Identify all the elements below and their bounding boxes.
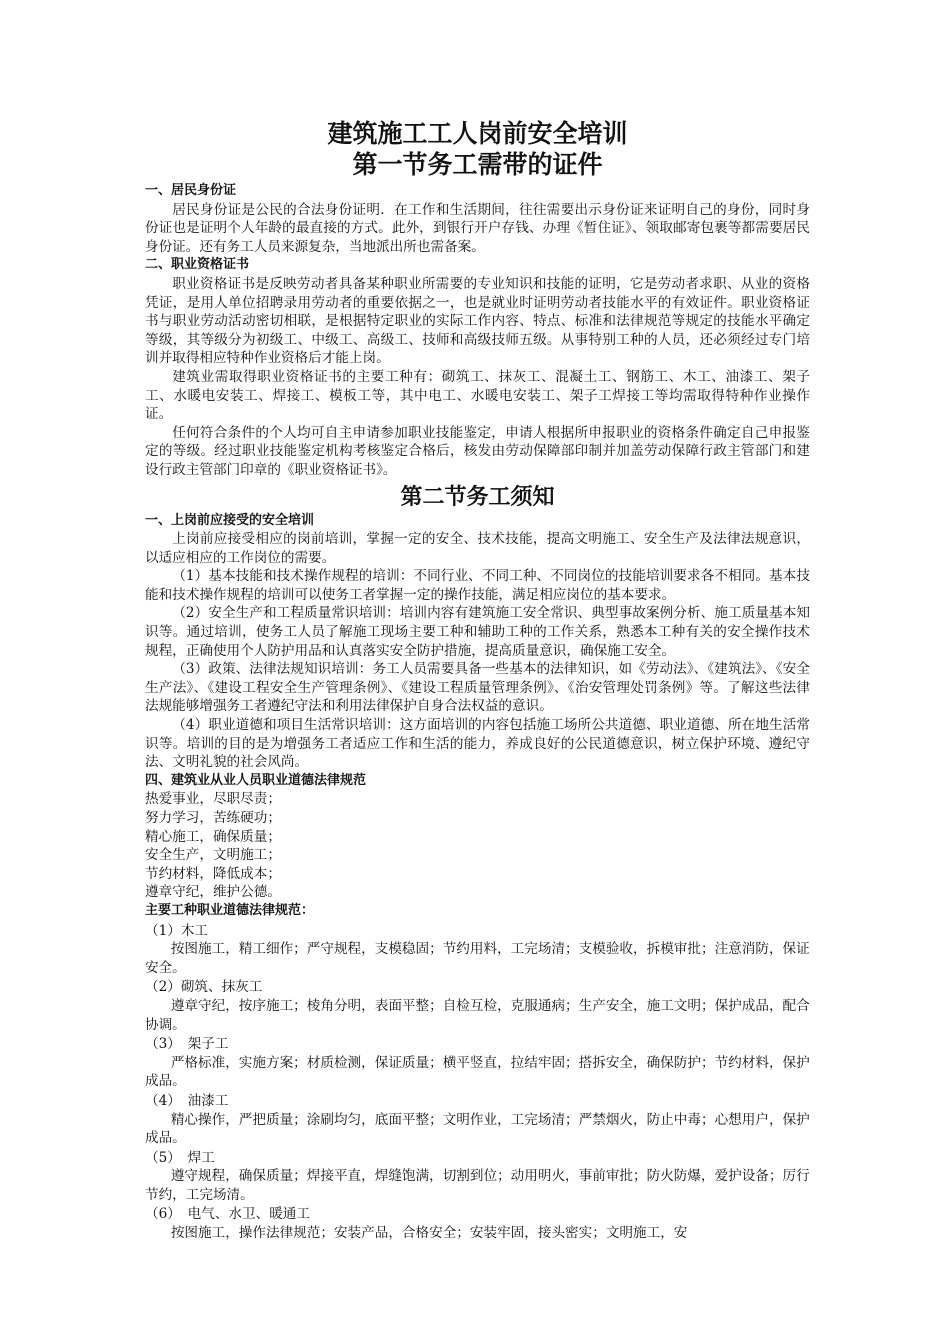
ethics-item: 热爱事业，尽职尽责； [145, 791, 281, 808]
heading-pre-job-training: 一、上岗前应接受的安全培训 [145, 512, 315, 528]
paragraph-training-intro: 上岗前应接受相应的岗前培训，掌握一定的安全、技术技能，提高文明施工、安全生产及法律法规意识，以适应相应的工作岗位的需要。 [145, 531, 810, 566]
heading-id-card: 一、居民身份证 [145, 183, 237, 198]
heading-ethics-norms: 四、建筑业从业人员职业道德法律规范 [145, 772, 367, 788]
paragraph-training-2: （2）安全生产和工程质量常识培训：培训内容有建筑施工安全常识、典型事故案例分析、施工质量基本知识等。通过培训，使务工人员了解施工现场主要工种和辅助工种的工作关系，熟悉本工种有关的安全操作技术规程，正确使用个人防护用品和认真落实安全防护措施，提高质量意识，确保施工安全。 [145, 605, 810, 659]
trade-label: （1）木工 [145, 922, 209, 939]
trade-label: （2）砌筑、抹灰工 [145, 979, 263, 996]
trade-label: （3） 架子工 [145, 1036, 229, 1053]
paragraph-trades-requiring-cert: 建筑业需取得职业资格证书的主要工种有：砌筑工、抹灰工、混凝土工、钢筋工、木工、油漆工、架子工、水暖电安装工、焊接工、模板工等，其中电工、水暖电安装工、架子工焊接工等均需取得特种作业操作证。 [145, 368, 810, 423]
paragraph-skill-appraisal: 任何符合条件的个人均可自主申请参加职业技能鉴定，申请人根据所申报职业的资格条件确定自己申报鉴定的等级。经过职业技能鉴定机构考核鉴定合格后，核发由劳动保障部印制并加盖劳动保障行政主管部门和建设行政主管部门印章的《职业资格证书》。 [145, 424, 810, 478]
paragraph-qualification-cert: 职业资格证书是反映劳动者具备某种职业所需要的专业知识和技能的证明，它是劳动者求职、从业的资格凭证，是用人单位招聘录用劳动者的重要依据之一，也是就业时证明劳动者技能水平的有效证件。职业资格证书与职业劳动活动密切相联，是根据特定职业的实际工作内容、特点、标准和法律规范等规定的技能水平确定等级，其等级分为初级工、中级工、高级工、技师和高级技师五级。从事特别工种的人员，还必须经过专门培训并取得相应特种作业资格后才能上岗。 [145, 275, 810, 367]
paragraph-training-1: （1）基本技能和技术操作规程的培训：不同行业、不同工种、不同岗位的技能培训要求各不相同。基本技能和技术操作规程的培训可以使务工者掌握一定的操作技能，满足相应岗位的基本要求。 [145, 568, 810, 603]
ethics-item: 安全生产，文明施工； [145, 847, 281, 864]
ethics-item: 遵章守纪，维护公德。 [145, 884, 281, 901]
trade-text: 精心操作，严把质量；涂刷均匀，底面平整；文明作业，工完场清；严禁烟火，防止中毒；心想用户，保护成品。 [145, 1111, 810, 1147]
heading-qualification-cert: 二、职业资格证书 [145, 257, 250, 273]
trade-label: （5） 焊工 [145, 1149, 215, 1166]
section-2-title: 第二节务工须知 [400, 483, 555, 510]
ethics-list [145, 790, 810, 902]
trade-text: 按图施工，精工细作；严守规程，支模稳固；节约用料，工完场清；支模验收，拆模审批；注意消防，保证安全。 [145, 941, 810, 976]
trade-text: 遵守规程，确保质量；焊接平直，焊缝饱满，切割到位；动用明火，事前审批；防火防爆，爱护设备；厉行节约，工完场清。 [145, 1168, 810, 1203]
ethics-item: 努力学习，苦练硬功； [145, 810, 281, 826]
ethics-item: 节约材料，降低成本； [145, 865, 281, 882]
trade-norms-list [145, 922, 810, 1243]
paragraph-training-3: （3）政策、法律法规知识培训：务工人员需要具备一些基本的法律知识，如《劳动法》、《建筑法》、《安全生产法》、《建设工程安全生产管理条例》、《建设工程质量管理条例》、《治安管理处罚条例》等。了解这些法律法规能够增强务工者遵纪守法和利用法律保护自身合法权益的意识。 [145, 661, 810, 715]
ethics-item: 精心施工，确保质量； [145, 828, 281, 845]
paragraph-id-card: 居民身份证是公民的合法身份证明．在工作和生活期间，往往需要出示身份证来证明自己的身份，同时身份证也是证明个人年龄的最直接的方式。此外，到银行开户存钱、办理《暂住证》、领取邮寄包裹等都需要居民身份证。还有务工人员来源复杂，当地派出所也需备案。 [145, 201, 810, 255]
document-title: 建筑施工工人岗前安全培训 [327, 119, 628, 148]
trade-text: 严格标准，实施方案；材质检测，保证质量；横平竖直，拉结牢固；搭拆安全，确保防护；节约材料，保护成品。 [145, 1054, 810, 1090]
trade-label: （4） 油漆工 [145, 1092, 229, 1109]
document-page [145, 118, 810, 1243]
trade-label: （6） 电气、水卫、暖通工 [145, 1206, 310, 1223]
section-1-title: 第一节务工需带的证件 [352, 150, 603, 179]
heading-trade-norms: 主要工种职业道德法律规范： [145, 902, 315, 918]
trade-text: 遵章守纪，按序施工；棱角分明，表面平整；自检互检，克服通病；生产安全，施工文明；保护成品，配合协调。 [145, 997, 810, 1033]
paragraph-training-4: （4）职业道德和项目生活常识培训：这方面培训的内容包括施工场所公共道德、职业道德、所在地生活常识等。培训的目的是为增强务工者适应工作和生活的能力，养成良好的公民道德意识，树立保护环境、遵纪守法、文明礼貌的社会风尚。 [145, 717, 810, 771]
trade-text: 按图施工，操作法律规范；安装产品，合格安全；安装牢固，接头密实；文明施工，安 [170, 1225, 688, 1242]
